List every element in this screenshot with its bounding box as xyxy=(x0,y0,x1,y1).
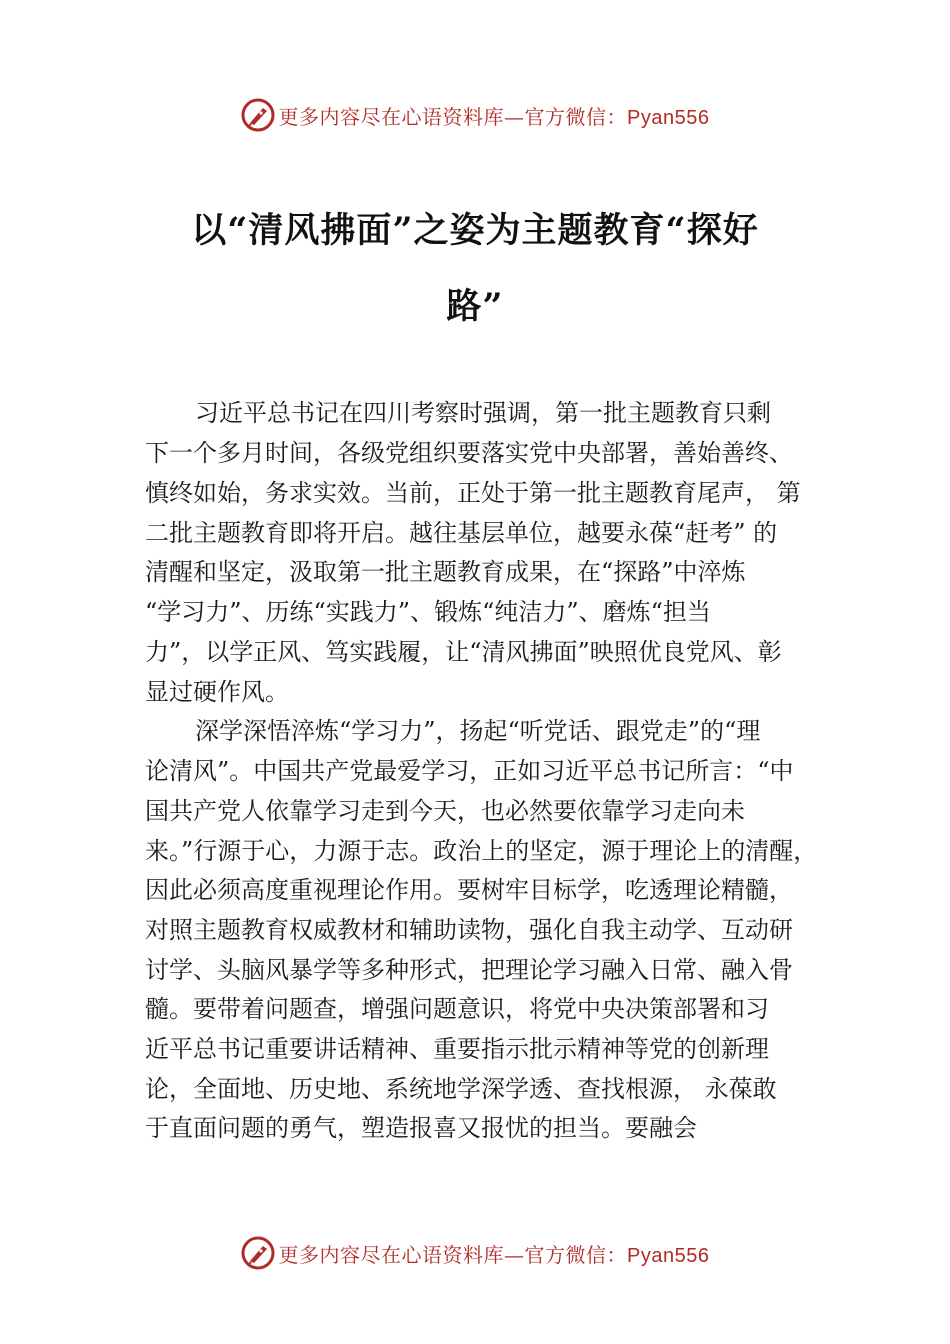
footer-banner xyxy=(0,1233,950,1273)
banner-text: 更多内容尽在心语资料库—官方微信：Pyan556 xyxy=(278,1242,710,1267)
pen-quill-logo-icon xyxy=(241,98,275,132)
body-line: 深学深悟淬炼“学习力”，扬起“听党话、跟党走”的“理 xyxy=(195,717,761,745)
document-title-line-1: 以“清风拂面”之姿为主题教育“探好 xyxy=(191,210,759,251)
body-line: 于直面问题的勇气，塑造报喜又报忧的担当。要融会 xyxy=(145,1114,697,1142)
banner-text: 更多内容尽在心语资料库—官方微信：Pyan556 xyxy=(278,104,710,129)
body-line: 习近平总书记在四川考察时强调，第一批主题教育只剩 xyxy=(195,399,771,427)
pen-quill-logo-icon xyxy=(241,1236,275,1270)
body-line: 因此必须高度重视理论作用。要树牢目标学，吃透理论精髓， xyxy=(145,876,793,904)
body-line: 二批主题教育即将开启。越往基层单位，越要永葆“赶考” 的 xyxy=(145,519,778,547)
body-line: 髓。要带着问题查，增强问题意识，将党中央决策部署和习 xyxy=(145,995,769,1023)
body-line: 慎终如始，务求实效。当前，正处于第一批主题教育尾声， 第 xyxy=(145,479,801,507)
body-line: 对照主题教育权威教材和辅助读物，强化自我主动学、互动研 xyxy=(145,916,793,944)
wechat-id: Pyan556 xyxy=(627,106,710,129)
body-line: 清醒和坚定，汲取第一批主题教育成果，在“探路”中淬炼 xyxy=(145,558,746,586)
body-line: 讨学、头脑风暴学等多种形式，把理论学习融入日常、融入骨 xyxy=(145,956,793,984)
wechat-id: Pyan556 xyxy=(627,1244,710,1267)
header-banner xyxy=(0,95,950,135)
body-line: 下一个多月时间，各级党组织要落实党中央部署，善始善终、 xyxy=(145,439,793,467)
body-line: 论清风”。中国共产党最爱学习，正如习近平总书记所言：“中 xyxy=(145,757,794,785)
document-title-line-2: 路” xyxy=(446,286,504,327)
body-line: “学习力”、历练“实践力”、锻炼“纯洁力”、磨炼“担当 xyxy=(145,598,711,626)
body-line: 论，全面地、历史地、系统地学深学透、查找根源， 永葆敢 xyxy=(145,1075,777,1103)
body-line: 显过硬作风。 xyxy=(145,678,289,706)
body-line: 来。”行源于心，力源于志。政治上的坚定，源于理论上的清醒， xyxy=(145,837,818,865)
body-line: 国共产党人依靠学习走到今天，也必然要依靠学习走向未 xyxy=(145,797,745,825)
body-line: 近平总书记重要讲话精神、重要指示批示精神等党的创新理 xyxy=(145,1035,769,1063)
body-line: 力”，以学正风、笃实践履，让“清风拂面”映照优良党风、彰 xyxy=(145,638,782,666)
